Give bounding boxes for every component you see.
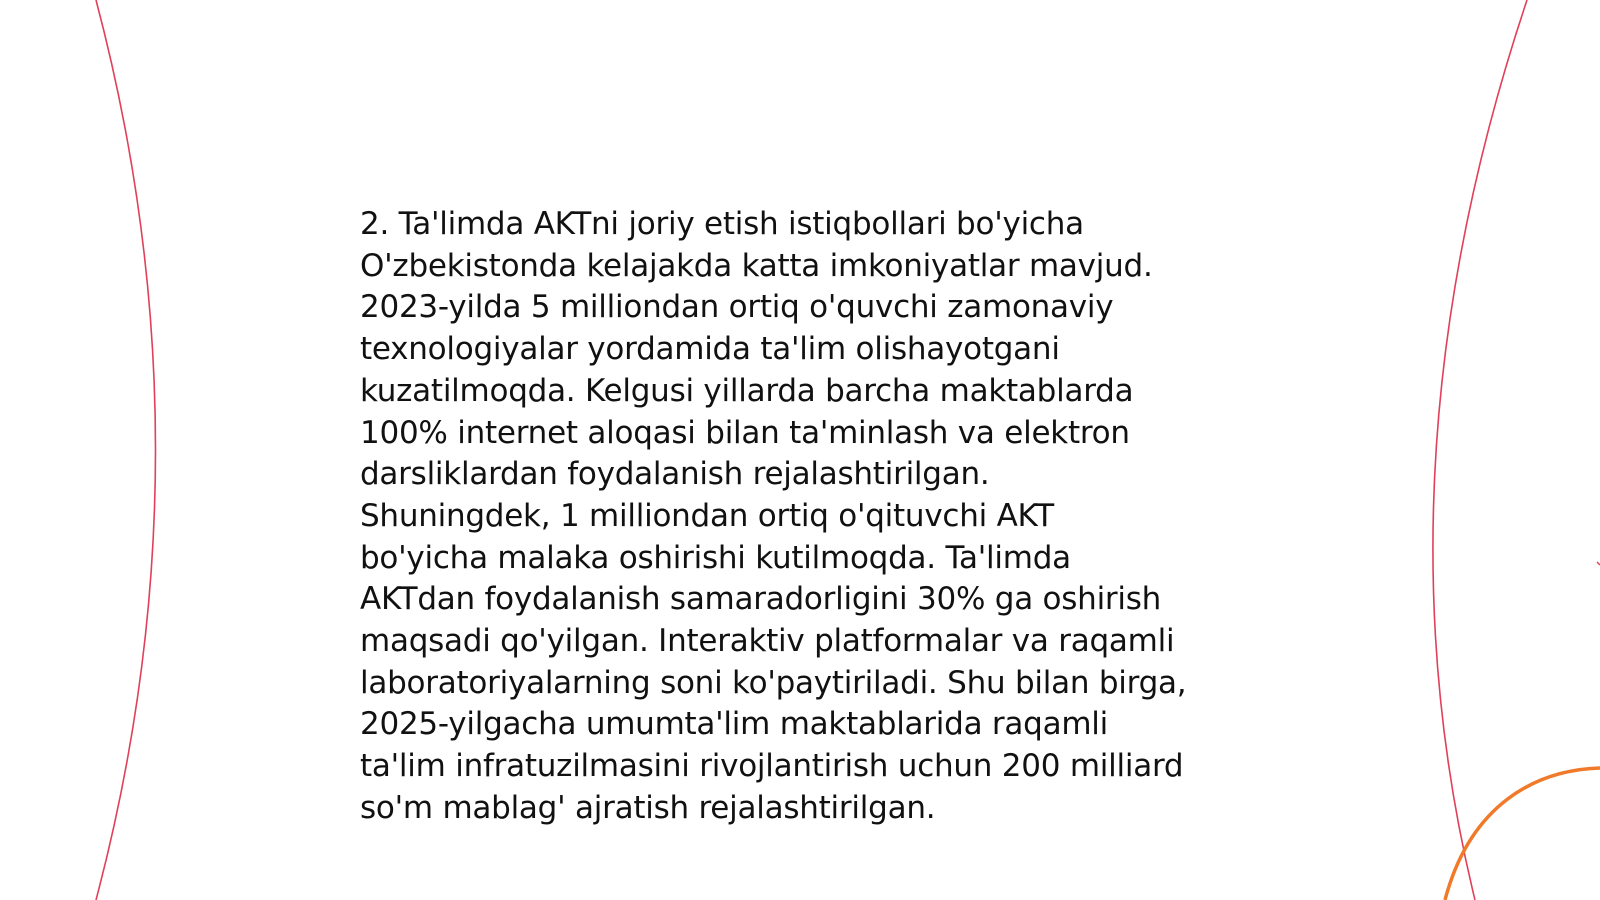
right-curve-line [1433, 0, 1527, 900]
orange-arc [1445, 768, 1600, 900]
slide-body-text: 2. Ta'limda AKTni joriy etish istiqbollari bo'yicha O'zbekistonda kelajakda katta imkoniyatlar mavjud. 2023-yilda 5 milliondan ortiq o'quvchi zamonaviy texnologiyalar yordamida ta'lim olishayotgani kuzatilmoqda. Kelgusi yillarda barcha maktablarda 100% internet aloqasi bilan ta'minlash va elektron darsliklardan foydalanish rejalashtirilgan. Shuningdek, 1 milliondan ortiq o'qituvchi AKT bo'yicha malaka oshirishi kutilmoqda. Ta'limda AKTdan foydalanish samaradorligini 30% ga oshirish maqsadi qo'yilgan. Interaktiv platformalar va raqamli laboratoriyalarning soni ko'paytiriladi. Shu bilan birga, 2025-yilgacha umumta'lim maktablarida raqamli ta'lim infratuzilmasini rivojlantirish uchun 200 milliard so'm mablag' ajratish rejalashtirilgan. [360, 206, 1187, 826]
left-curve-line [96, 0, 156, 900]
